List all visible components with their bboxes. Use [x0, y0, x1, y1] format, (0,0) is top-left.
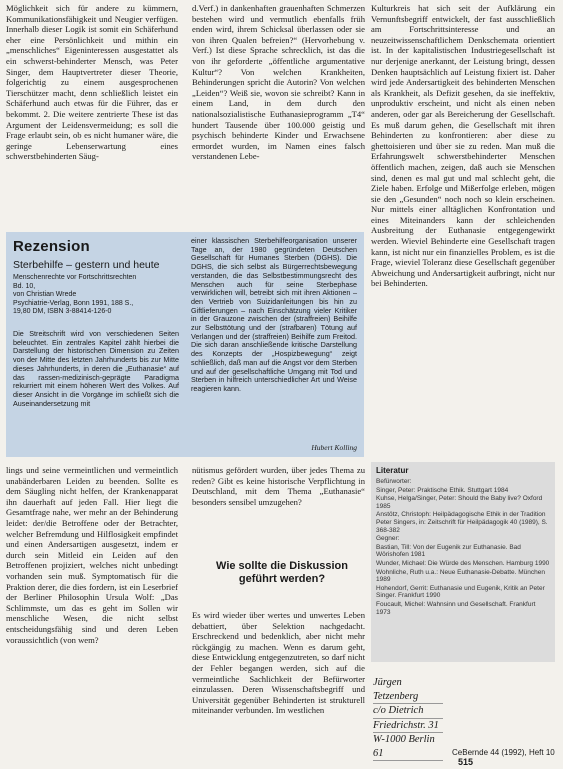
review-subtitle: Sterbehilfe – gestern und heute	[13, 259, 160, 271]
review-box	[6, 232, 364, 457]
section-subheading: Wie sollte die Diskussion geführt werden?	[216, 560, 348, 585]
article-column-2-top: d.Verf.) in dankenhaften grauenhaften Schmerzen bestehen wird und vermutlich ebenfalls früh enden wird, ihrem Schicksal überlassen oder sie von ihren Qualen befreien?“ (Hervorhebung v. Verf.) Ist diese Sprache schrecklich, ist das die von ihr geforderte „öffentliche argumentative Kultur“? Von welchen Krankheiten, Behinderungen spricht die Autorin? Von welchen „Leiden“? Weiß sie, wovon sie schreibt? Kann in einem Land, in dem durch den nationalsozialistische Euthanasieprogramm „T4“ hundert Tausende über 100.000 geistig und psychisch behinderte Kinder und Erwachsene ermordet wurden, im Namen eines falsch verstandenen Lebe-	[192, 3, 365, 162]
review-meta-line: Bd. 10,	[13, 282, 36, 290]
article-column-2-bottom: Es wird wieder über wertes und unwertes Leben debattiert, über Selektion nachgedacht. Erschreckend und bedenklich, aber nicht mehr rückgängig zu machen. Wenn es darum geht, diese Entwicklung entgegenzutreten, so darf nicht der Fehler begangen werden, sich auf die vermeintliche Sachlichkeit der Befürworter einzulassen. Deren Wissenschaftsbegriff und Universität gegenüber Behinderten ist strukturell miteinander verbunden. Im westlichen	[192, 610, 365, 716]
literature-entry: Hohendorf, Gerrit: Euthanasie und Eugenik, Kritik an Peter Singer. Frankfurt 1990	[376, 584, 545, 600]
literature-entry: Wohnliche, Ruth u.a.: Neue Euthanasie-Debatte. München 1989	[376, 568, 545, 584]
review-body-right: einer klassischen Sterbehilfeorganisation unserer Tage an, der 1980 gegründeten Deutschen Gesellschaft für Humanes Sterben (DGHS). Die DGHS, die sich selbst als Bürgerrechtsbewegung verstanden, die das Selbstbestimmungsrecht des Menschen auch für seine Sterbephase verwirklichen will, betreibt sich mit ihren Aktionen – den Vertrieb von Suizidanleitungen bis hin zu Giftlieferungen – nach Einschätzung vieler Kritiker in der Grauzone zwischen der (straffreien) Beihilfe zur Selbsttötung und der (strafbaren) Tötung auf Verlangen und der (straffreien) Beihilfe zum Freitod. Die sich daran anschließende kritische Darstellung des Konzepts der „Hospizbewegung“ zeigt schließlich, daß man auf die Angst vor dem Sterben und auf der gesellschaftliche Umgang mit Tod und Sterben in hilfreich unterschiedlicher Art und Weise reagieren kann.	[191, 237, 357, 393]
review-body-left: Die Streitschrift wird von verschiedenen Seiten beleuchtet. Ein zentrales Kapitel zählt hierbei die Darstellung der historischen Dimension zu Zeiten von der Mitte des letzten Jahrhunderts bis zur Mitte dieses Jahrhunderts, in deren die „Euthanasie“ auf das rassen-medizinisch-geprägte Paradigma rekurriert mit einem höheren Wert des Volkes. Auf dieser Ansicht in die Vorgänge im schließt sich die Auseinandersetzung mit	[13, 330, 179, 408]
literature-box	[371, 462, 555, 662]
page-footer	[452, 748, 563, 767]
literature-entry: Befürworter:	[376, 478, 412, 485]
article-column-2-middle: nütismus gefördert wurden, über jedes Thema zu reden? Gibt es keine historische Verpflichtung in Deutschland, mit dem Thema „Euthanasie“ besonders sensibel umzugehen?	[192, 465, 365, 507]
literature-entry: Singer, Peter: Praktische Ethik. Stuttgart 1984	[376, 486, 509, 494]
literature-list	[376, 478, 550, 616]
review-meta	[13, 274, 179, 317]
review-header	[13, 238, 179, 317]
article-column-1-bottom: lings und seine vermeintlichen und vermeintlich unabänderbaren Leiden zu beenden. Sollte es dem Säugling nicht helfen, der Krankenapparat ihn dauerhaft auf jeden Fall. Hier liegt die Gesamtfrage nahe, wer mehr an der Behinderung leidet: der/die Betroffene oder der Betrachter, welcher Befremdung und Hilflosigkeit empfindet und einen Andersartigen ausgesetzt, indem er durch sein Mitleid ein Leiden auf den Betroffenen projiziert, welches nicht unbedingt vorhanden sein muß. Symptomatisch für die Praktion derer, die dies fordern, ist ein Leserbrief der Berliner Philosophin Ursula Wolf: „Das Schlimmste, um das es geht im Sollen wir menschliche Wesen, die nicht selbst entscheidungsfähig sind und deren Leben voraussichtlich (von wem?	[6, 465, 178, 645]
address-line: c/o Dietrich	[373, 704, 443, 719]
review-heading: Rezension	[13, 238, 90, 255]
literature-entry: Wunder, Michael: Die Würde des Menschen. Hamburg 1990	[376, 559, 550, 567]
literature-heading: Literatur	[376, 466, 409, 475]
address-line: Jürgen Tetzenberg	[373, 676, 443, 704]
author-address	[373, 676, 443, 761]
review-meta-line: Menschenrechte vor Fortschrittsrechten	[13, 274, 137, 281]
journal-reference: CeBernde 44 (1992), Heft 10	[452, 748, 555, 757]
review-meta-line: 19,80 DM, ISBN 3-88414-126-0	[13, 308, 112, 316]
address-line: W-1000 Berlin 61	[373, 733, 443, 761]
page-number: 515	[458, 757, 474, 767]
review-signature: Hubert Kolling	[311, 443, 357, 452]
review-meta-line: von Christian Wrede	[13, 291, 77, 299]
review-meta-line: Psychiatrie-Verlag, Bonn 1991, 188 S.,	[13, 299, 134, 307]
address-line: Friedrichstr. 31	[373, 719, 443, 734]
literature-entry: Bastian, Till: Von der Eugenik zur Euthanasie. Bad Wörishofen 1981	[376, 543, 521, 559]
article-column-3: Kulturkreis hat sich seit der Aufklärung ein Vernunftsbegriff entwickelt, der fast ausschließlich am Fortschrittsinteresse und an neuzeitwissenschaftlichem Denkschemata orientiert ist. In der kapitalistischen Industriegesellschaft ist nur derjenige anerkannt, der Leistung bringt, dessen Denken hauptsächlich auf Leistung fixiert ist. Daher wird jede Andersartigkeit des behinderten Menschen als Krankheit, als Defizit gesehen, da sie ineffektiv, unproduktiv erscheint, und nicht als einen neben anderen, oder gar als Bereicherung der Gesellschaft. Es muß darum gehen, die Gesellschaft mit ihren Behinderten zu konfrontieren: aber diese zu ghettoisieren und über sie zu reden. Man muß die Erfahrungswelt schwerstbehinderter Menschen öffentlich machen, zeigen, daß auch sie Menschen sind, denen es mal gut und mal schlecht geht, die Ziele haben. Erfolge und Mißerfolge erleben, mögen sie den „Gesunden“ noch noch so klein erscheinen. Nur mittels einer alltäglichen Konfrontation und eines Miteinanders kann der schleichenden Ausbreitung der Euthanasie entgegengewirkt werden. Wieviel Behinderte eine Gesellschaft tragen kann, ist nicht nur ein finanzielles Problem, es ist die Frage, wieviel Toleranz diese Gesellschaft gegenüber Abweichung und Andersartigkeit aufbringt, nicht nur bei Behinderten.	[371, 3, 555, 289]
literature-entry: Kuhse, Helga/Singer, Peter: Should the Baby live? Oxford 1985	[376, 495, 543, 510]
literature-entry: Anstötz, Christoph: Heilpädagogische Ethik in der Tradition Peter Singers, in: Zeitschrift für Heilpädagogik 40 (1989), S. 368-382	[376, 511, 548, 534]
article-column-1-top: Möglichkeit sich für andere zu kümmern, Kommunikationsfähigkeit und Neugier verfügen. Innerhalb dieser Logik ist somit ein Schäferhund eher eine Persönlichkeit und mithin ein „menschliches“ Eigeninteressen ausgestattet als ein schwerst-behinderter Mensch, was Peter Singer, dem Hauptvertreter dieser Theorie, folgerichtig zu einem ausgesprochenen Tierschützer macht, denn schließlich leistet ein Schäferhund auch etwas für die Führer, das er bekommt. 2. Die weitere zentrierte These ist das Argument der Leidensvermeidung; es soll die Frage erlaubt sein, ob es nicht humaner wäre, die geringe Lebenserwartung eines schwerstbehinderten Säug-	[6, 3, 178, 162]
literature-entry: Gegner:	[376, 535, 400, 543]
literature-entry: Foucault, Michel: Wahnsinn und Gesellschaft. Frankfurt 1973	[376, 600, 536, 616]
